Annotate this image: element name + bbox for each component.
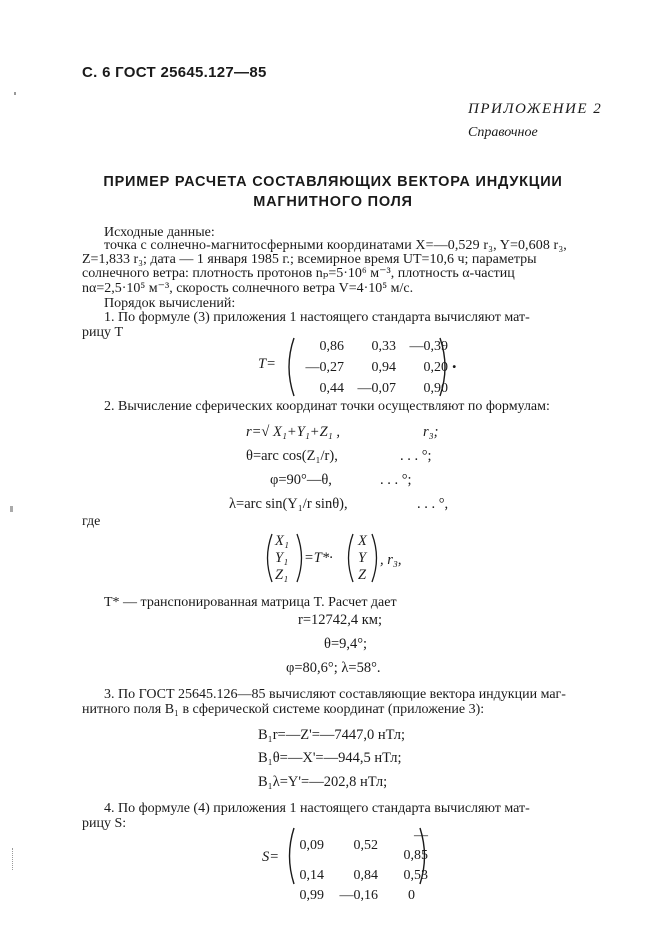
left-paren-icon: [262, 532, 274, 584]
period-mark: .: [452, 352, 457, 372]
matrix-s-lhs: S=: [262, 849, 280, 865]
matrix-row: [292, 378, 454, 399]
matrix-cell: 0,99: [299, 888, 324, 903]
result-r: r=12742,4 км;: [298, 612, 383, 628]
document-title-line1: ПРИМЕР РАСЧЕТА СОСТАВЛЯЮЩИХ ВЕКТОРА ИНДУКЦИИ: [103, 174, 563, 190]
result-theta: θ=9,4°;: [324, 636, 368, 652]
formula-r-unit: r₃;: [423, 424, 439, 440]
matrix-cell: 0,86: [319, 339, 344, 354]
input-line1: точка с солнечно-магнитосферными координатами X=—0,529 r₃, Y=0,608 r₃,: [104, 238, 567, 253]
matrix-cell: 0,44: [319, 381, 344, 396]
matrix-row: [292, 336, 454, 357]
step2-line1: 2. Вычисление сферических координат точки осуществляют по формулам:: [104, 399, 550, 414]
step3-line2: нитного поля B₁ в сферической системе координат (приложение 3):: [82, 702, 485, 717]
vector-unit: , r₃,: [380, 552, 402, 568]
formula-lambda: λ=arc sin(Y₁/r sinθ),: [229, 496, 348, 512]
step4-line2: рицу S:: [82, 816, 127, 831]
right-paren-icon: [438, 336, 452, 398]
matrix-cell: —0,85: [403, 828, 428, 863]
vector-x: X: [358, 533, 367, 549]
vector-x1: X₁: [275, 533, 289, 549]
matrix-cell: —0,07: [357, 381, 396, 396]
b1-theta: B₁θ=—X'=—944,5 нТл;: [258, 750, 402, 766]
input-line2: Z=1,833 r₃; дата — 1 января 1985 г.; всемирное время UT=10,6 ч; параметры: [82, 252, 537, 267]
b1-r: B₁r=—Z'=—7447,0 нТл;: [258, 727, 406, 743]
vector-y: Y: [358, 550, 367, 566]
transposed-note: T* — транспонированная матрица T. Расчет дает: [104, 595, 397, 610]
matrix-t-lhs: T=: [258, 356, 276, 372]
step3-line1: 3. По ГОСТ 25645.126—85 вычисляют составляющие вектора индукции маг-: [104, 687, 566, 702]
matrix-row: [292, 357, 454, 378]
formula-theta: θ=arc cos(Z₁/r),: [246, 448, 338, 464]
vector-y1: Y₁: [275, 550, 289, 566]
vector-z1: Z₁: [275, 567, 289, 583]
matrix-cell: 0: [408, 888, 415, 903]
matrix-t: [292, 336, 454, 399]
scan-speck: [12, 848, 15, 870]
matrix-cell: 0,90: [423, 381, 448, 396]
formula-phi: φ=90°—θ,: [270, 472, 332, 488]
matrix-cell: —0,16: [339, 888, 378, 903]
matrix-cell: 0,20: [423, 360, 448, 375]
matrix-row: [288, 886, 434, 906]
matrix-cell: 0,33: [371, 339, 396, 354]
step1-line2: рицу T: [82, 325, 124, 340]
vector-operator: =T*·: [304, 550, 333, 566]
page-header: С. 6 ГОСТ 25645.127—85: [82, 64, 267, 81]
appendix-subtitle: Справочное: [468, 125, 538, 140]
matrix-cell: 0,14: [299, 868, 324, 883]
formula-lambda-unit: . . . °,: [417, 496, 449, 512]
b1-lambda: B₁λ=Y'=—202,8 нТл;: [258, 774, 388, 790]
document-title-line2: МАГНИТНОГО ПОЛЯ: [253, 194, 413, 210]
input-heading: Исходные данные:: [104, 225, 215, 240]
scan-speck: [14, 92, 16, 95]
matrix-cell: 0,09: [299, 838, 324, 853]
formula-phi-unit: . . . °;: [380, 472, 412, 488]
matrix-s: [288, 826, 434, 906]
formula-theta-unit: . . . °;: [400, 448, 432, 464]
matrix-cell: —0,27: [305, 360, 344, 375]
vector-z: Z: [358, 567, 367, 583]
formula-r: r=√ X₁+Y₁+Z₁ ,: [246, 424, 340, 440]
left-paren-icon: [343, 532, 355, 584]
matrix-cell: 0,52: [353, 838, 378, 853]
step4-line1: 4. По формуле (4) приложения 1 настоящего стандарта вычисляют мат-: [104, 801, 530, 816]
appendix-title: ПРИЛОЖЕНИЕ 2: [468, 101, 603, 117]
matrix-cell: 0,53: [403, 868, 428, 883]
matrix-cell: 0,94: [371, 360, 396, 375]
matrix-cell: —0,39: [409, 339, 448, 354]
result-phi-lambda: φ=80,6°; λ=58°.: [286, 660, 381, 676]
right-paren-icon: [418, 826, 430, 886]
matrix-row: [288, 826, 434, 866]
step1-line1: 1. По формуле (3) приложения 1 настоящего стандарта вычисляют мат-: [104, 310, 530, 325]
matrix-row: [288, 866, 434, 886]
input-line4: nα=2,5·10⁵ м⁻³, скорость солнечного ветра V=4·10⁵ м/с.: [82, 281, 414, 296]
scan-speck: [10, 506, 13, 512]
where-label: где: [82, 514, 101, 529]
input-line3: солнечного ветра: плотность протонов nₚ=5·10⁶ м⁻³, плотность α-частиц: [82, 266, 515, 281]
matrix-cell: 0,84: [353, 868, 378, 883]
order-heading: Порядок вычислений:: [104, 296, 236, 311]
